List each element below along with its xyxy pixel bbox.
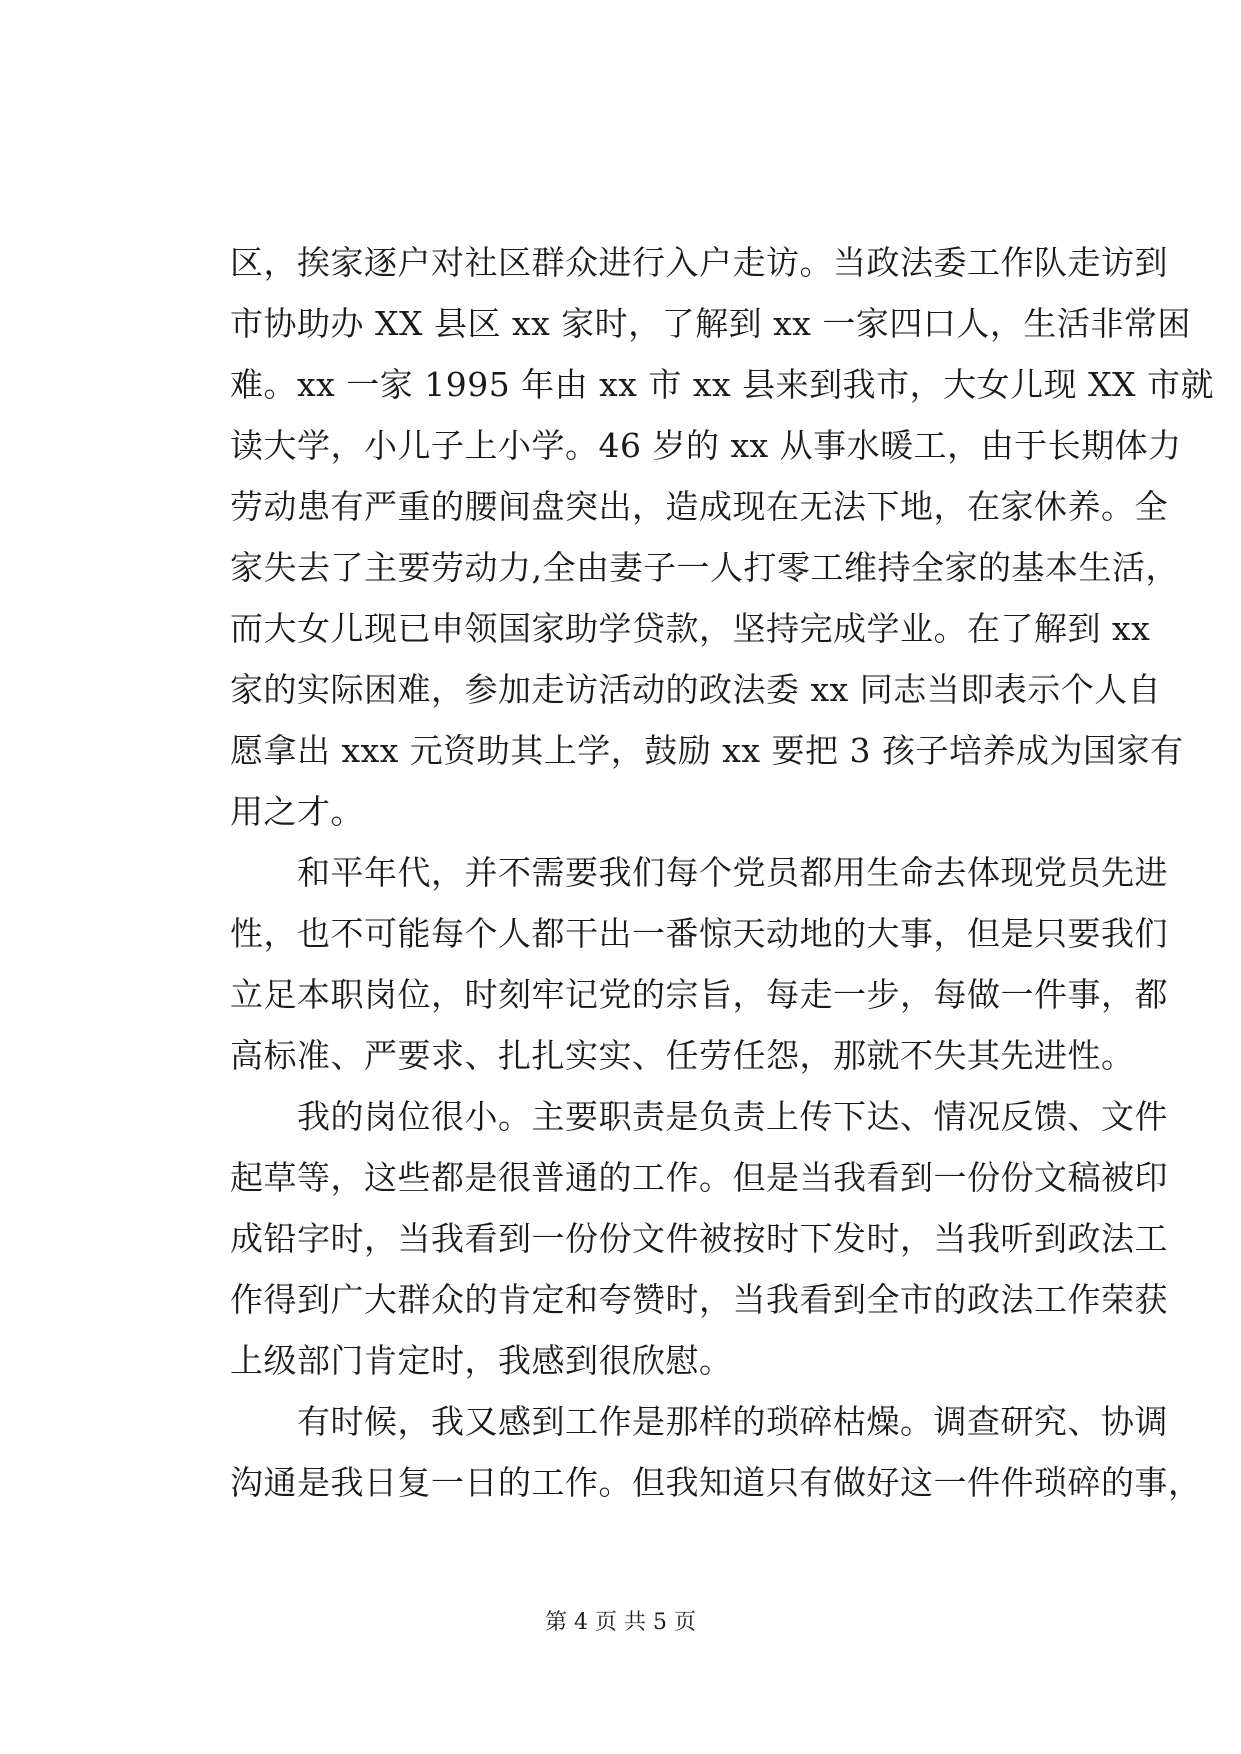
text-line: 我的岗位很小。主要职责是负责上传下达、情况反馈、文件	[230, 1097, 1168, 1136]
text-line: 用之才。	[230, 792, 364, 831]
text-line: 市协助办 XX 县区 xx 家时，了解到 xx 一家四口人，生活非常困	[230, 304, 1191, 343]
text-line: 高标准、严要求、扎扎实实、任劳任怨，那就不失其先进性。	[230, 1036, 1135, 1075]
page-footer: 第 4 页 共 5 页	[545, 1610, 696, 1635]
text-line: 起草等，这些都是很普通的工作。但是当我看到一份份文稿被印	[230, 1158, 1168, 1197]
text-line: 性，也不可能每个人都干出一番惊天动地的大事，但是只要我们	[230, 914, 1168, 953]
text-line: 作得到广大群众的肯定和夸赞时，当我看到全市的政法工作荣获	[230, 1280, 1168, 1319]
text-line: 家的实际困难，参加走访活动的政法委 xx 同志当即表示个人自	[230, 670, 1162, 709]
text-line: 有时候，我又感到工作是那样的琐碎枯燥。调查研究、协调	[230, 1402, 1168, 1441]
text-line: 区，挨家逐户对社区群众进行入户走访。当政法委工作队走访到	[230, 243, 1168, 282]
text-line: 上级部门肯定时，我感到很欣慰。	[230, 1341, 733, 1380]
document-body	[230, 232, 1215, 1513]
text-line: 难。xx 一家 1995 年由 xx 市 xx 县来到我市，大女儿现 XX 市就	[230, 365, 1215, 404]
text-line: 而大女儿现已申领国家助学贷款，坚持完成学业。在了解到 xx	[230, 609, 1151, 648]
text-line: 立足本职岗位，时刻牢记党的宗旨，每走一步，每做一件事，都	[230, 975, 1168, 1014]
text-line: 和平年代，并不需要我们每个党员都用生命去体现党员先进	[230, 853, 1168, 892]
text-line: 劳动患有严重的腰间盘突出，造成现在无法下地，在家休养。全	[230, 487, 1168, 526]
text-line: 成铅字时，当我看到一份份文件被按时下发时，当我听到政法工	[230, 1219, 1168, 1258]
text-line: 沟通是我日复一日的工作。但我知道只有做好这一件件琐碎的事，	[230, 1463, 1202, 1502]
text-line: 愿拿出 xxx 元资助其上学，鼓励 xx 要把 3 孩子培养成为国家有	[230, 731, 1184, 770]
text-line: 家失去了主要劳动力,全由妻子一人打零工维持全家的基本生活，	[230, 548, 1179, 587]
text-line: 读大学，小儿子上小学。46 岁的 xx 从事水暖工，由于长期体力	[230, 426, 1182, 465]
